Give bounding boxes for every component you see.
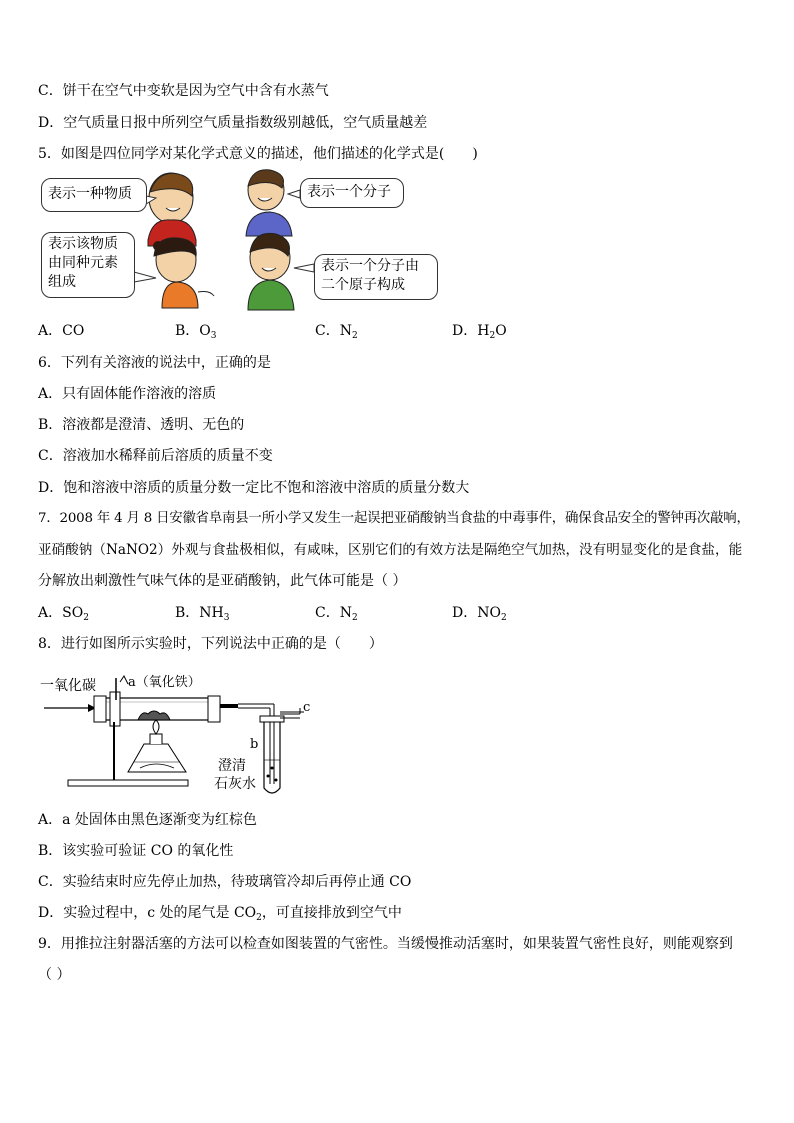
- limewater-label-1: 澄清: [218, 758, 246, 774]
- q6-option-c: C．溶液加水稀释前后溶质的质量不变: [38, 448, 273, 464]
- q7-option-c: C．$N_2$: [315, 605, 358, 623]
- student-2-icon: [246, 170, 292, 236]
- c-label: c: [303, 700, 311, 715]
- bubble-4-line-2: 二个原子构成: [321, 277, 405, 293]
- question-7-line-1: 7．2008 年 4 月 8 日安徽省阜南县一所小学又发生一起误把亚硝酸钠当食盐的中毒事件，确保食品安全的警钟再次敲响，: [38, 511, 750, 526]
- bubble-1: [41, 178, 147, 212]
- q5-option-c: C．$N_2$: [315, 323, 358, 341]
- student-4-icon: [248, 233, 294, 310]
- bubble-1-text: 表示一种物质: [48, 186, 132, 202]
- student-3-icon: [153, 238, 214, 308]
- a-label: a（氧化铁）: [128, 675, 201, 690]
- q5-option-b: B．$O_3$: [175, 323, 217, 341]
- q7-option-a: A．$SO_2$: [38, 605, 89, 623]
- bubble-2-text: 表示一个分子: [307, 184, 391, 200]
- question-9-line-2: （ ）: [38, 967, 71, 983]
- question-5: 5．如图是四位同学对某化学式意义的描述，他们描述的化学式是( ): [38, 146, 478, 162]
- q8-option-a: A．a 处固体由黑色逐渐变为红棕色: [38, 812, 257, 828]
- q5-option-a: A．CO: [38, 323, 85, 339]
- option-c-line: C．饼干在空气中变软是因为空气中含有水蒸气: [38, 83, 329, 99]
- question-8: 8．进行如图所示实验时，下列说法中正确的是（ ）: [38, 636, 383, 652]
- q8-option-c: C．实验结束时应先停止加热，待玻璃管冷却后再停止通 CO: [38, 874, 412, 890]
- question-6: 6．下列有关溶液的说法中，正确的是: [38, 355, 271, 371]
- bubble-3-line-3: 组成: [48, 274, 76, 290]
- question-7-line-2: 亚硝酸钠（NaNO2）外观与食盐极相似，有咸味，区别它们的有效方法是隔绝空气加热，没有明显变化的是食盐，能: [38, 542, 743, 558]
- q6-option-b: B．溶液都是澄清、透明、无色的: [38, 417, 245, 433]
- bubble-3-line-2: 由同种元素: [48, 255, 118, 271]
- q8-option-b: B．该实验可验证 CO 的氧化性: [38, 843, 234, 859]
- bubble-3-line-1: 表示该物质: [48, 236, 118, 252]
- q6-option-d: D．饱和溶液中溶质的质量分数一定比不饱和溶液中溶质的质量分数大: [38, 480, 470, 496]
- b-label: b: [250, 737, 259, 752]
- q5-figure: [38, 168, 458, 318]
- q8-option-d: D．实验过程中，c 处的尾气是 $CO_2$，可直接排放到空气中: [38, 905, 402, 923]
- student-1-icon: [148, 173, 196, 246]
- q7-option-b: B．$NH_3$: [175, 605, 230, 623]
- q7-option-d: D．$NO_2$: [452, 605, 507, 623]
- bubble-3: [41, 232, 135, 298]
- bubble-2: [300, 178, 404, 208]
- limewater-label-2: 石灰水: [214, 776, 256, 792]
- question-9-line-1: 9．用推拉注射器活塞的方法可以检查如图装置的气密性。当缓慢推动活塞时，如果装置气密性良好，则能观察到: [38, 936, 733, 952]
- bubble-4: [314, 254, 438, 300]
- option-d-line: D．空气质量日报中所列空气质量指数级别越低，空气质量越差: [38, 115, 428, 131]
- q5-option-d: D．$H_2O$: [452, 323, 507, 341]
- question-7-line-3: 分解放出刺激性气味气体的是亚硝酸钠，此气体可能是（ ）: [38, 573, 407, 589]
- bubble-4-line-1: 表示一个分子由: [321, 258, 419, 274]
- co-label: 一氧化碳: [40, 678, 96, 694]
- q8-apparatus-figure: [38, 664, 328, 804]
- q6-option-a: A．只有固体能作溶液的溶质: [38, 386, 217, 402]
